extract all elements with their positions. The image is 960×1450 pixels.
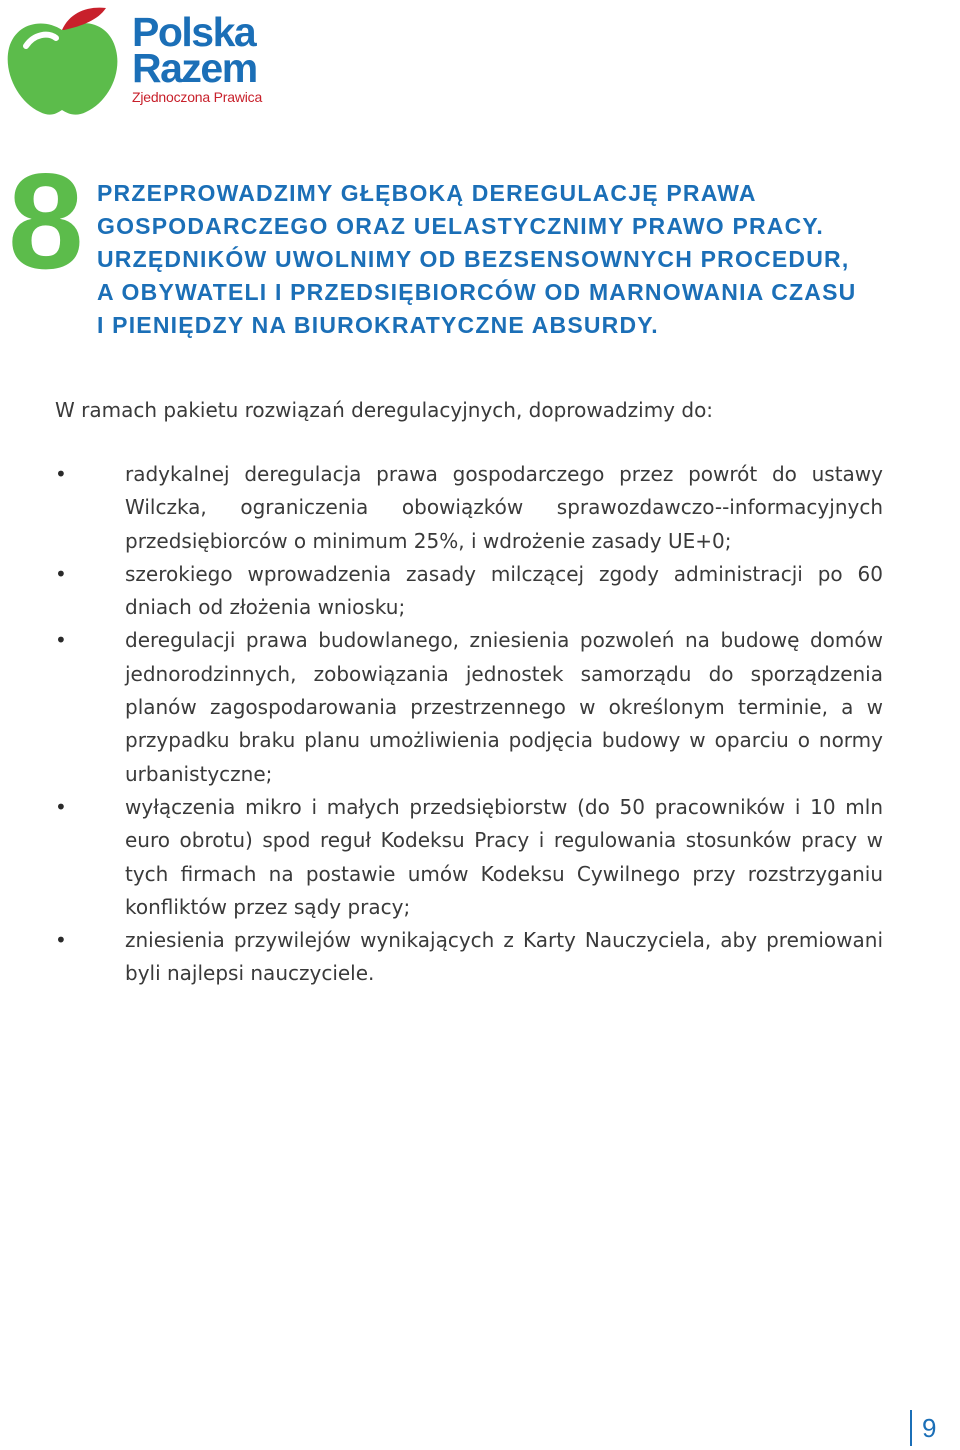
logo-line-razem: Razem [132,45,257,91]
section-headline [97,177,947,342]
headline-line: URZĘDNIKÓW UWOLNIMY OD BEZSENSOWNYCH PROCEDUR, [97,246,850,272]
bullet-list [55,458,883,991]
list-item-text: szerokiego wprowadzenia zasady milczącej zgody administracji po 60 dniach od złożenia wniosku; [125,561,883,620]
page-number: 9 [922,1413,937,1443]
bullet-icon: • [55,561,67,586]
bullet-icon: • [55,628,67,653]
list-item-text: radykalnej deregulacja prawa gospodarczego przez powrót do ustawy Wilczka, ograniczenia obowiązków sprawozdawczo--informacyjnych przedsiębiorców o minimum 25%, i wdrożenie zasady UE+0; [125,462,883,553]
logo-line-polska: Polska [132,9,256,55]
list-item-text: deregulacji prawa budowlanego, zniesienia pozwoleń na budowę domów jednorodzinnych, zobowiązania jednostek samorządu do sporządzenia planów zagospodarowania przestrzennego w określonym terminie, a w przypadku braku planu umożliwienia podjęcia budowy w oparciu o normy urbanistyczne; [125,628,883,786]
bullet-icon: • [55,462,67,486]
list-item [55,624,883,790]
headline-line: GOSPODARCZEGO ORAZ UELASTYCZNIMY PRAWO PRACY. [97,213,825,239]
bullet-icon: • [55,928,67,953]
intro-paragraph: W ramach pakietu rozwiązań deregulacyjnych, doprowadzimy do: [55,398,714,422]
headline-line: A OBYWATELI I PRZEDSIĘBIORCÓW OD MARNOWANIA CZASU [97,279,857,305]
page-number-divider [910,1410,912,1446]
apple-icon [4,2,122,118]
logo-tagline: Zjednoczona Prawica [132,89,263,105]
list-item [55,791,883,924]
list-item [55,558,883,625]
list-item-text: wyłączenia mikro i małych przedsiębiorstw (do 50 pracowników i 10 mln euro obrotu) spod reguł Kodeksu Pracy i regulowania stosunków pracy w tych firmach na postawie umów Kodeksu Cywilnego przy rozstrzyganiu konfliktów przez sądy pracy; [125,794,883,919]
page-footer [900,1410,960,1450]
party-logo [0,0,280,118]
headline-line: I PIENIĘDZY NA BIUROKRATYCZNE ABSURDY. [97,312,659,338]
list-item [55,458,883,558]
bullet-icon: • [55,794,67,819]
section-number: 8 [8,145,80,297]
logo-wordmark [132,9,263,105]
list-item [55,924,883,991]
list-item-text: zniesienia przywilejów wynikających z Karty Nauczyciela, aby premiowani byli najlepsi nauczyciele. [125,928,883,986]
headline-line: PRZEPROWADZIMY GŁĘBOKĄ DEREGULACJĘ PRAWA [97,180,757,206]
